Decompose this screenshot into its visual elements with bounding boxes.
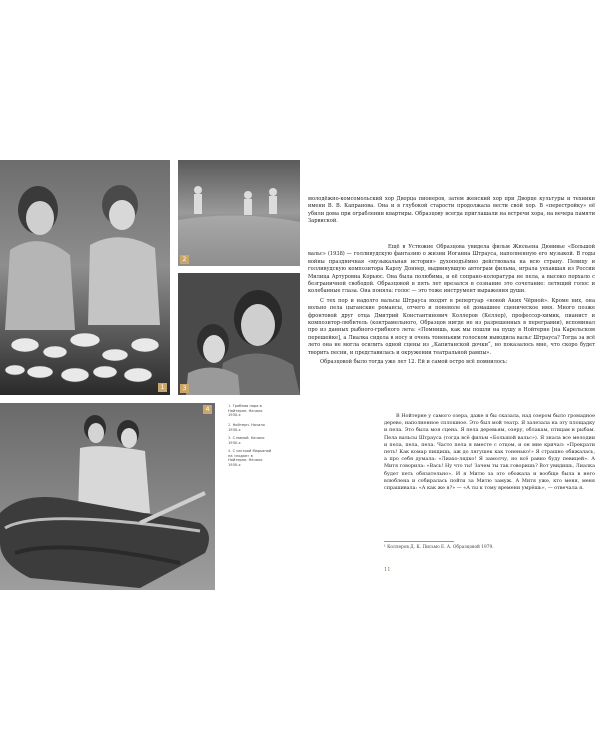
body-text-middle — [308, 244, 595, 369]
caption-text: Грибная пора в Нойтерне. Начало 1930-х — [228, 404, 263, 418]
photo-number-1: 1 — [158, 383, 167, 392]
photo-number-4: 4 — [203, 405, 212, 414]
book-spread — [0, 160, 600, 590]
caption-number: 2. — [228, 423, 232, 427]
photo-lake — [178, 160, 300, 266]
caption-1 — [228, 404, 272, 418]
caption-number: 1. — [228, 404, 232, 408]
caption-text: Нойтерн. Начало 1930-х — [228, 423, 265, 432]
caption-number: 3. — [228, 436, 232, 440]
body-paragraph: С тех пор и надолго вальсы Штрауса входят в репертуар «новой Аких Чёрной». Кроме них, она вольно пела цыганские романсы, отчего и поневоле её домашнее сценическое имя. Много позже фронтовой друг отца Дмитрий Константинович Коллеров (Келлер), профессор-химик, пианист и композитор-любитель (контрамельного, Образцов нигде не из разрешенных в перегравии), вспоминал про из данных рыбного-грибного лета: «Помнишь, как мы пошли на пушу в Нойтерне [на Карельском перешейке], а Лиалка сидела в носу и очень тоненьким голоском выводила вальс Штрауса? Тогда за всё лето она не могла осилить одной сцены из „Капитанской дочки“, но показалось мне, что скоро будет творить песни, и представилась и окружении театральной рампы». — [308, 297, 595, 356]
photo-boat — [0, 403, 215, 590]
caption-4 — [228, 449, 272, 467]
body-text-quote — [384, 413, 595, 494]
footnote: ¹ Коллеров Д. К. Письмо Е. А. Образцовой 1979. — [384, 545, 494, 550]
photo-number-3: 3 — [180, 384, 189, 393]
caption-text: С мамой. Начало 1930-х — [228, 436, 265, 445]
quote-paragraph: В Нойтерне у самого озера, даже я бы сказала, над озером было громадное дерево, наполненное сплошное. Это был мой театр. Я залезала на эту площадку и пела. Это была моя сцена. Я пела деревьям, озеру, облакам, птицам и рыбам. Пела вальсы Штрауса (тогда всё фильм «Большой вальс»). Я знала все мелодии и пела, пела, пела. Часто пела я вместе с отцом, и он мне кричал: «Прекрати петь! Как комар пищишь, аж до лягушек как тоненько!» Я страшно обижалась, а про себя думала: «Лиахо-лядко! Я замолчу, но всё равно буду певицей». А Митя говорила: «Вась! Ну что ты! Зачем ты так говоришь? Вот увидишь, Лиалка будет петь обязательно». И я Митю за это обожала и вообще была в него влюблена и собиралась пойти за Митю замуж. А Митя уже, кто меня, меня спрашивала: «А как же я?» — «А ты к тому времени умрёшь», — отвечала я. — [384, 413, 595, 492]
photo-mushrooms — [0, 160, 170, 395]
footnote-rule — [384, 541, 454, 542]
body-text-top — [308, 196, 595, 228]
page-number: 11 — [384, 567, 391, 573]
body-paragraph: Ещё в Устюжне Образцова увидела фильм Жюльена Дювивье «Большой вальс» (1938) — голливудскую фантазию о жизни Иоганна Штрауса, наполненную его музыкой. В годы войны праздничная «музыкальная история» духоподъёмно действовала на всю страну. Певицу и голливудскую композитора Карлу Доннер, выдвинувшую автограм фильма, играла уехавшая из России Милица Артуровна Корьюс. Она была полюбима, и её сопрано-колоратура не пела, а высоко порхало с безграничной свободой. Образцовой в пять лет врезался в сознание это сочетание: летящий голос и колебанные глаза. Она поняла: голос — это тоже инструмент выражения души. — [308, 244, 595, 295]
photo-number-2: 2 — [180, 255, 189, 264]
body-paragraph: молодёжно-комсомольский хор Дворца пионеров, затем женский хор при Дворце культуры и техники имени В. В. Капранова. Она и в глубокой старости продолжала вести свой хор. В «перестройку» её убили дома при ограблении квартиры. Образцову всегда приглашали на встречи хора, на вечера памяти Зарвиской. — [308, 196, 595, 225]
body-paragraph: Образцовой было тогда уже лет 12. Ей и самой остро всё помнилось: — [320, 359, 508, 366]
caption-2 — [228, 423, 272, 432]
photo-portrait — [178, 273, 300, 395]
caption-number: 4. — [228, 449, 232, 453]
caption-3 — [228, 436, 272, 445]
caption-text: С сестрой Марьяной на «лодке» в Нойтерне. Начало 1930-х — [228, 449, 272, 467]
